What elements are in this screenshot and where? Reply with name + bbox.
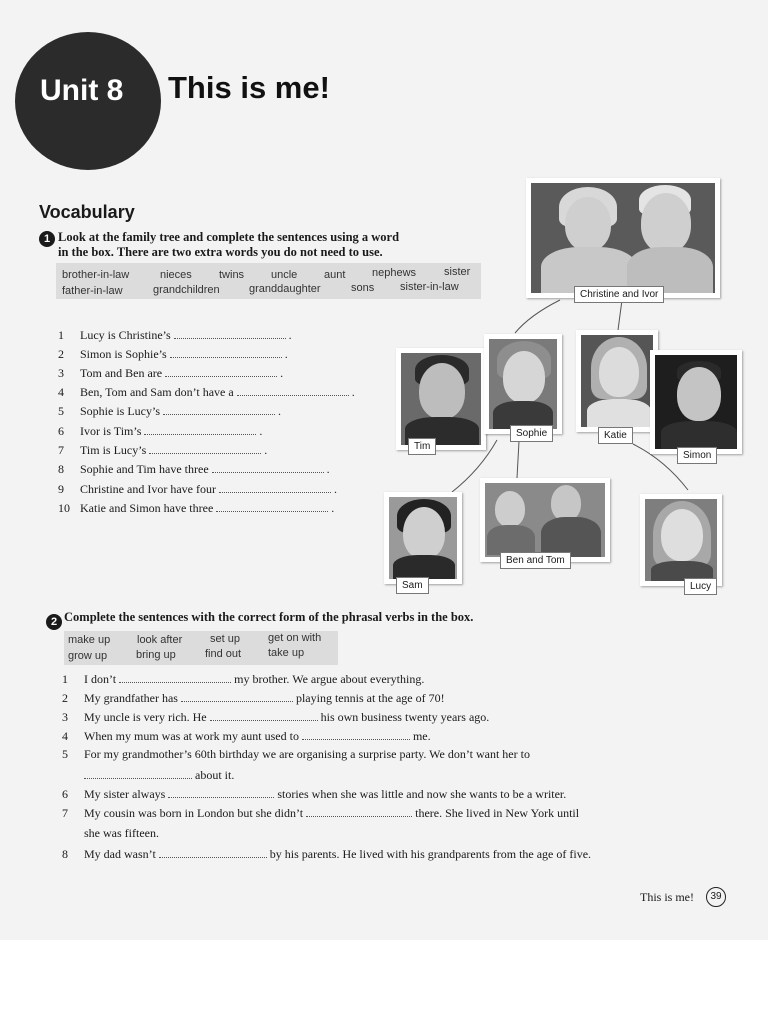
- sentence-number: 1: [58, 328, 64, 342]
- word: set up: [210, 633, 240, 645]
- word: nieces: [160, 269, 192, 281]
- ex2-sentence-3: [62, 710, 489, 725]
- sentence-text: Tim is Lucy’s: [80, 443, 147, 457]
- photo-ben-tom: [480, 478, 610, 562]
- photo-simon: [650, 350, 742, 454]
- sentence-text: Lucy is Christine’s: [80, 328, 171, 342]
- ex2-sentence-5-cont: [62, 768, 234, 783]
- photo-katie: [576, 330, 658, 432]
- word: brother-in-law: [62, 269, 130, 281]
- sentence-end: me.: [412, 729, 431, 743]
- sentence-end: stories when she was little and now she wants to be a writer.: [277, 787, 567, 801]
- word: nephews: [372, 267, 417, 279]
- ex2-sentence-1: [62, 672, 424, 687]
- word: grandchildren: [153, 284, 220, 296]
- label-lucy: Lucy: [684, 578, 717, 595]
- answer-blank[interactable]: [302, 729, 410, 740]
- label-christine-ivor: Christine and Ivor: [574, 286, 664, 303]
- sentence-number: 9: [58, 482, 64, 496]
- answer-blank[interactable]: [159, 847, 267, 858]
- sentence-number: 3: [62, 710, 68, 724]
- footer-title: This is me!: [640, 890, 694, 904]
- sentence-end: about it.: [195, 768, 235, 782]
- ex2-sentence-7: [62, 806, 579, 821]
- sentence-text: When my mum was at work my aunt used to: [84, 729, 299, 743]
- answer-blank[interactable]: [210, 710, 318, 721]
- photo-sam: [384, 492, 462, 584]
- sentence-number: 6: [58, 424, 64, 438]
- word-box-2: [64, 631, 338, 665]
- sentence-text: Sophie and Tim have three: [80, 462, 209, 476]
- sentence-text: For my grandmother’s 60th birthday we are organising a surprise party. We don’t want her to: [84, 747, 530, 761]
- answer-blank[interactable]: [306, 806, 412, 817]
- sentence-text: My sister always: [84, 787, 166, 801]
- sentence-end: by his parents. He lived with his grandparents from the age of five.: [269, 847, 592, 861]
- sentence-end: .: [278, 404, 281, 418]
- sentence-number: 6: [62, 787, 68, 801]
- sentence-text: My cousin was born in London but she didn’t: [84, 806, 304, 820]
- sentence-text: Christine and Ivor have four: [80, 482, 216, 496]
- sentence-number: 10: [58, 501, 70, 515]
- word: twins: [219, 269, 245, 281]
- label-sophie: Sophie: [510, 425, 553, 442]
- photo-tim: [396, 348, 486, 450]
- sentence-end: .: [264, 443, 268, 457]
- sentence-end: .: [326, 462, 330, 476]
- sentence-number: 2: [62, 691, 68, 705]
- word: find out: [205, 648, 242, 660]
- answer-blank[interactable]: [84, 768, 192, 779]
- sentence-number: 3: [58, 366, 64, 380]
- answer-blank[interactable]: [168, 787, 274, 798]
- sentence-end: there. She lived in New York until: [415, 806, 580, 820]
- ex2-sentence-5: [62, 747, 530, 762]
- sentence-text: she was fifteen.: [84, 826, 159, 840]
- sentence-text: Ben, Tom and Sam don’t have a: [80, 385, 234, 399]
- word: granddaughter: [249, 283, 321, 295]
- exercise-1-instruction-line2: in the box. There are two extra words you do not need to use.: [58, 245, 383, 259]
- label-simon: Simon: [677, 447, 717, 464]
- sentence-number: 5: [62, 747, 68, 761]
- unit-label: Unit 8: [40, 74, 124, 107]
- sentence-end: .: [284, 347, 288, 361]
- sentence-text: Ivor is Tim’s: [80, 424, 142, 438]
- sentence-number: 8: [62, 847, 68, 861]
- sentence-number: 2: [58, 347, 64, 361]
- sentence-number: 5: [58, 404, 64, 418]
- word: take up: [268, 647, 305, 659]
- sentence-number: 1: [62, 672, 68, 686]
- exercise-2-number: 2: [46, 614, 62, 630]
- page-number: 39: [706, 887, 726, 907]
- sentence-end: .: [351, 385, 355, 399]
- ex2-sentence-4: [62, 729, 431, 744]
- sentence-number: 4: [62, 729, 68, 743]
- sentence-number: 7: [58, 443, 64, 457]
- word: aunt: [324, 269, 346, 281]
- sentence-number: 4: [58, 385, 64, 399]
- exercise-2-instruction: Complete the sentences with the correct form of the phrasal verbs in the box.: [64, 610, 474, 624]
- answer-blank[interactable]: [181, 691, 293, 702]
- label-sam: Sam: [396, 577, 429, 594]
- photo-christine-ivor: [526, 178, 720, 298]
- word: grow up: [68, 650, 108, 662]
- ex2-sentence-6: [62, 787, 566, 802]
- exercise-1-instruction-line1: Look at the family tree and complete the sentences using a word: [58, 230, 400, 244]
- sentence-end: my brother. We argue about everything.: [234, 672, 425, 686]
- label-ben-tom: Ben and Tom: [500, 552, 571, 569]
- word: sister: [444, 266, 471, 278]
- sentence-text: Tom and Ben are: [80, 366, 163, 380]
- label-tim: Tim: [408, 438, 436, 455]
- sentence-text: Katie and Simon have three: [80, 501, 214, 515]
- sentence-number: 8: [58, 462, 64, 476]
- photo-lucy: [640, 494, 722, 586]
- sentence-text: Simon is Sophie’s: [80, 347, 167, 361]
- sentence-text: My dad wasn’t: [84, 847, 156, 861]
- word: sons: [351, 282, 375, 294]
- label-katie: Katie: [598, 427, 633, 444]
- sentence-end: .: [288, 328, 292, 342]
- page-title: This is me!: [168, 70, 330, 105]
- ex2-sentence-2: [62, 691, 445, 706]
- sentence-end: .: [333, 482, 337, 496]
- word: sister-in-law: [400, 281, 459, 293]
- ex2-sentence-7-cont: [62, 826, 159, 841]
- photo-sophie: [484, 334, 562, 434]
- word: make up: [68, 634, 111, 646]
- word: look after: [137, 634, 183, 646]
- word: uncle: [271, 269, 298, 281]
- sentence-number: 7: [62, 806, 68, 820]
- answer-blank[interactable]: [119, 672, 231, 683]
- sentence-text: My uncle is very rich. He: [84, 710, 207, 724]
- exercise-1-number: 1: [39, 231, 55, 247]
- sentence-end: his own business twenty years ago.: [320, 710, 490, 724]
- sentence-end: .: [259, 424, 263, 438]
- word: father-in-law: [62, 285, 123, 297]
- sentence-text: My grandfather has: [84, 691, 178, 705]
- word: bring up: [136, 649, 176, 661]
- sentence-end: .: [331, 501, 335, 515]
- ex2-sentence-8: [62, 847, 591, 862]
- sentence-end: .: [280, 366, 284, 380]
- vocabulary-heading: Vocabulary: [39, 202, 135, 222]
- sentence-text: I don’t: [84, 672, 117, 686]
- word: get on with: [268, 632, 322, 644]
- sentence-text: Sophie is Lucy’s: [80, 404, 160, 418]
- sentence-end: playing tennis at the age of 70!: [295, 691, 445, 705]
